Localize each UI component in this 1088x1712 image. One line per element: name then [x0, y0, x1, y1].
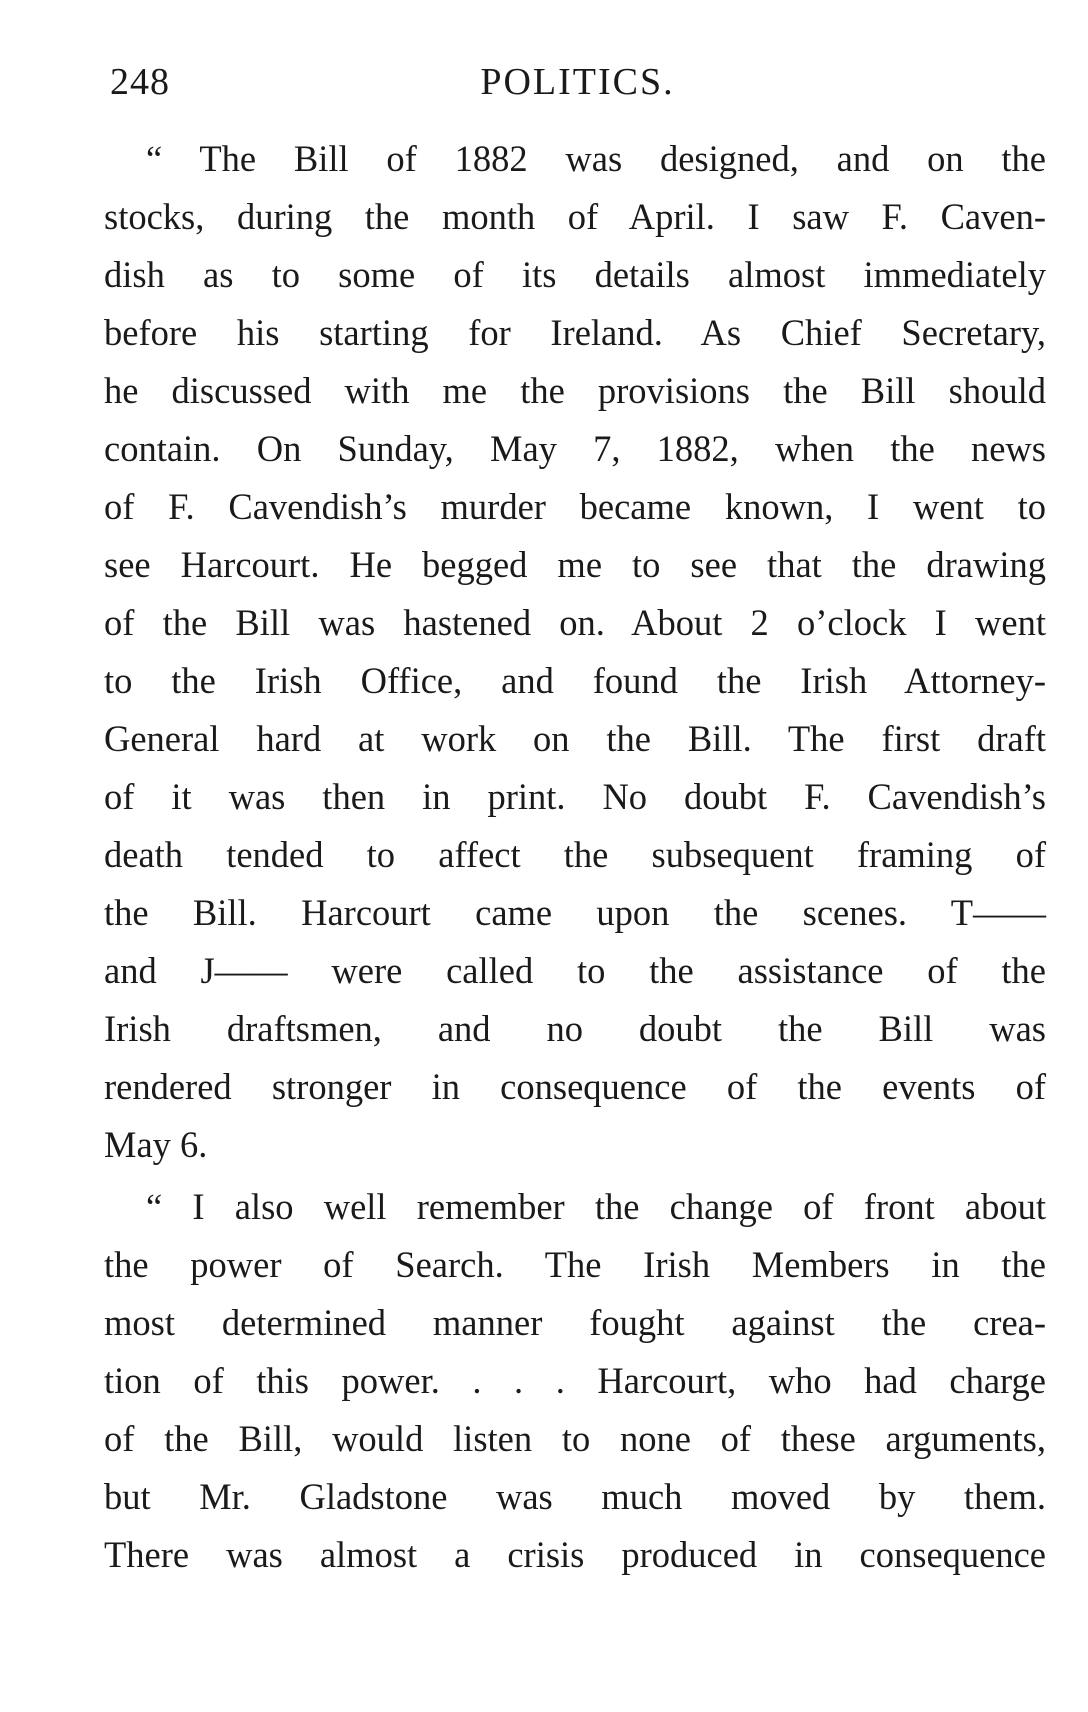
text-line: before his starting for Ireland. As Chief Secretary,: [104, 312, 1046, 353]
text-line: contain. On Sunday, May 7, 1882, when the news: [104, 428, 1046, 469]
page-header: [110, 52, 1045, 112]
text-line: “ The Bill of 1882 was designed, and on the: [146, 138, 1046, 179]
text-line: “ I also well remember the change of front about: [146, 1186, 1046, 1227]
text-line: but Mr. Gladstone was much moved by them.: [104, 1476, 1046, 1517]
text-line: the power of Search. The Irish Members in the: [104, 1244, 1046, 1285]
text-line: rendered stronger in consequence of the events of: [104, 1066, 1046, 1107]
page-number: 248: [110, 61, 170, 103]
text-line: dish as to some of its details almost immediately: [104, 254, 1046, 295]
text-line: stocks, during the month of April. I saw F. Caven-: [104, 196, 1046, 237]
text-line: see Harcourt. He begged me to see that the drawing: [104, 544, 1046, 585]
text-line: of the Bill was hastened on. About 2 o’clock I went: [104, 602, 1046, 643]
running-head: POLITICS.: [480, 61, 675, 103]
text-line: General hard at work on the Bill. The first draft: [104, 718, 1046, 759]
paragraph-1: [104, 130, 1046, 1174]
text-line: tion of this power. . . . Harcourt, who had charge: [104, 1360, 1046, 1401]
text-line: of it was then in print. No doubt F. Cavendish’s: [104, 776, 1046, 817]
text-line: most determined manner fought against the crea-: [104, 1302, 1046, 1343]
text-line: and J—— were called to the assistance of the: [104, 950, 1046, 991]
text-line: There was almost a crisis produced in consequence: [104, 1534, 1046, 1575]
paragraph-2: [104, 1178, 1046, 1584]
text-line: May 6.: [104, 1124, 208, 1165]
text-line: Irish draftsmen, and no doubt the Bill was: [104, 1008, 1046, 1049]
text-line: he discussed with me the provisions the Bill should: [104, 370, 1046, 411]
body-text: [104, 130, 1046, 1584]
text-line: of F. Cavendish’s murder became known, I went to: [104, 486, 1046, 527]
text-line: the Bill. Harcourt came upon the scenes. T——: [104, 892, 1046, 933]
text-line: to the Irish Office, and found the Irish Attorney-: [104, 660, 1046, 701]
text-line: death tended to affect the subsequent framing of: [104, 834, 1046, 875]
text-line: of the Bill, would listen to none of these arguments,: [104, 1418, 1046, 1459]
